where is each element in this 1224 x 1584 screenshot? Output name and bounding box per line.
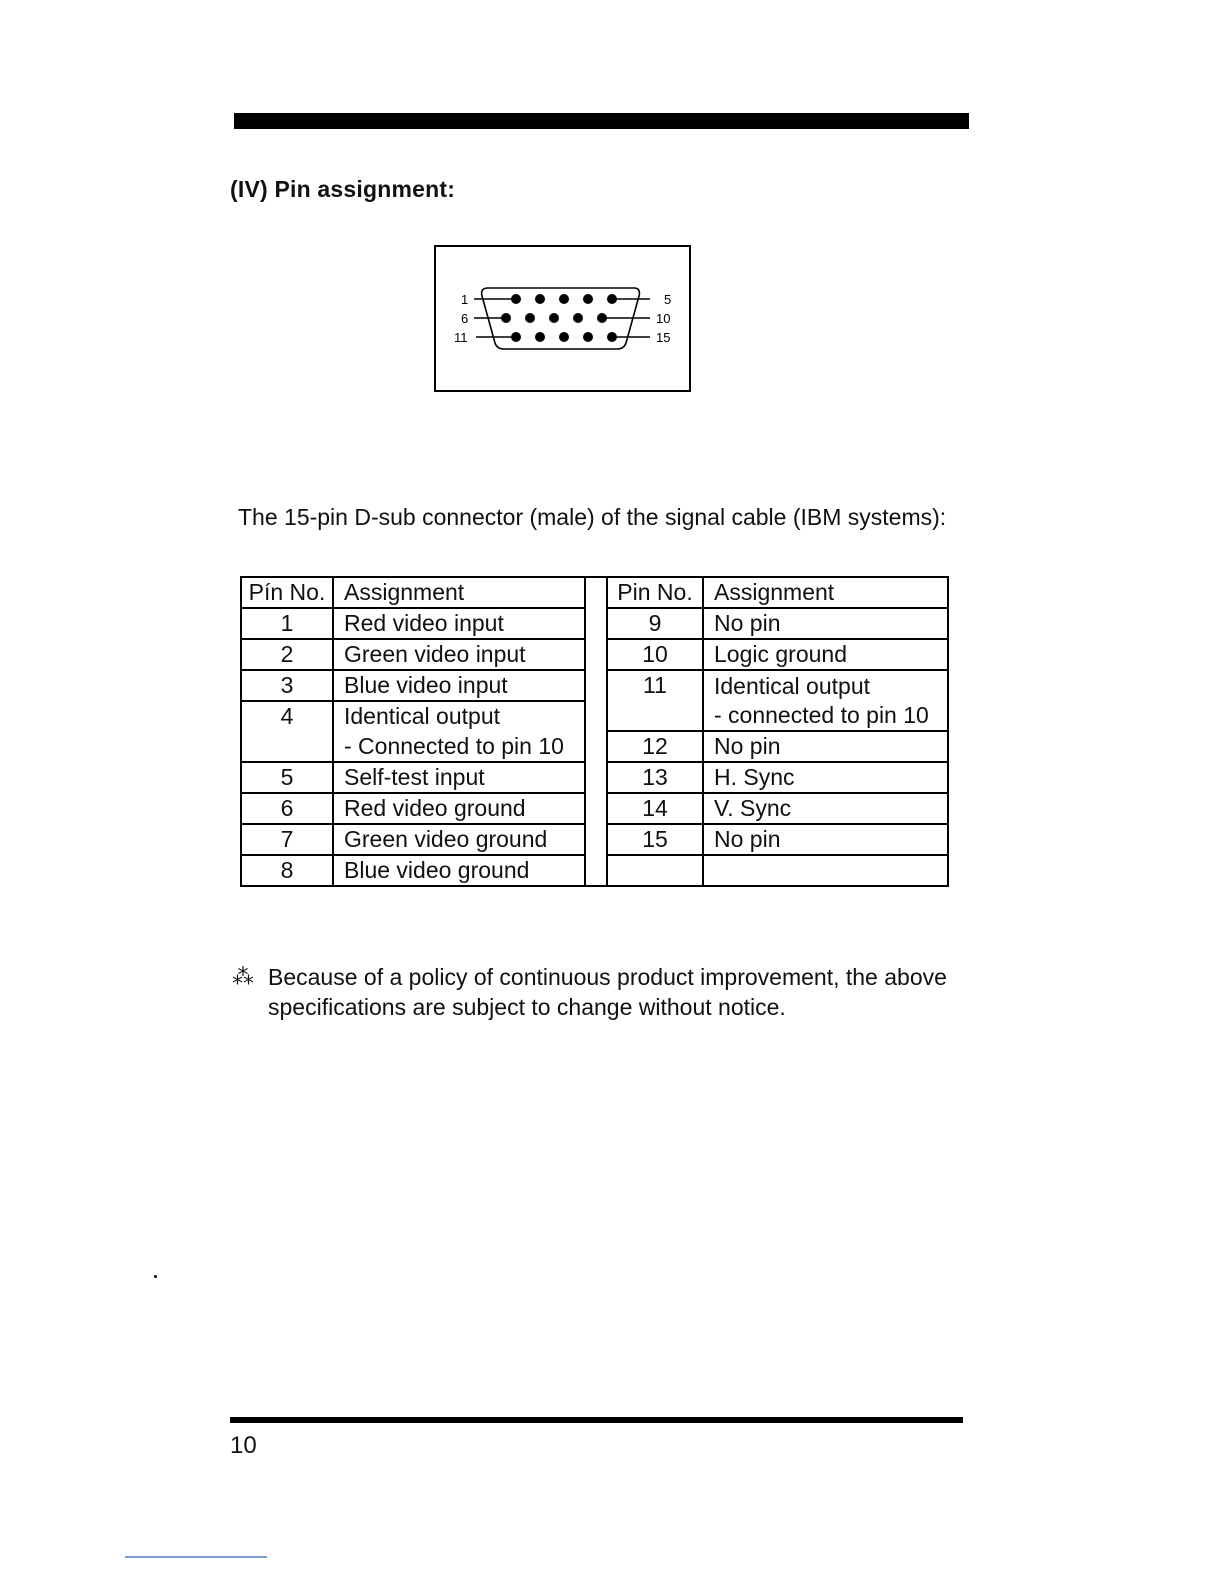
pin-number: 6 [241, 793, 333, 824]
pin-assignment: Blue video input [333, 670, 585, 701]
pin-number: 13 [607, 762, 703, 793]
header-assignment-left: Assignment [333, 577, 585, 608]
pin-assignment: V. Sync [703, 793, 948, 824]
pin-number: 11 [607, 670, 703, 731]
pin-number: 4 [241, 701, 333, 762]
pin-assignment: Red video ground [333, 793, 585, 824]
pin-assignment: Green video ground [333, 824, 585, 855]
pin-label-6: 6 [461, 311, 469, 326]
pin-assignment: H. Sync [703, 762, 948, 793]
pin-number: 2 [241, 639, 333, 670]
disclaimer-note [232, 962, 992, 1022]
pin-label-11: 11 [454, 330, 468, 345]
pin-number: 5 [241, 762, 333, 793]
empty-cell [607, 855, 703, 886]
pin-assignment: No pin [703, 824, 948, 855]
pin-number: 12 [607, 731, 703, 762]
pin-label-1: 1 [461, 292, 469, 307]
pin-number: 3 [241, 670, 333, 701]
pin-number: 14 [607, 793, 703, 824]
pin-assignment: Self-test input [333, 762, 585, 793]
pin-assignment: Logic ground [703, 639, 948, 670]
empty-cell [703, 855, 948, 886]
bottom-rule [230, 1417, 963, 1423]
pin-number: 7 [241, 824, 333, 855]
scan-underline [125, 1556, 267, 1558]
pin-assignment-table [240, 576, 949, 887]
pin-number: 9 [607, 608, 703, 639]
d-sub-connector-icon [436, 247, 689, 390]
header-assignment-right: Assignment [703, 577, 948, 608]
pin-assignment: No pin [703, 608, 948, 639]
table-gap-column [585, 577, 607, 886]
pin-label-5: 5 [664, 292, 672, 307]
pin-number: 10 [607, 639, 703, 670]
pin-assignment: Green video input [333, 639, 585, 670]
section-heading: (IV) Pin assignment: [230, 176, 456, 202]
pin-label-15: 15 [656, 330, 671, 345]
pin-number: 15 [607, 824, 703, 855]
page-number: 10 [230, 1432, 257, 1459]
pin-label-10: 10 [656, 311, 671, 326]
top-rule [234, 113, 969, 129]
pin-assignment: Blue video ground [333, 855, 585, 886]
pin-assignment: No pin [703, 731, 948, 762]
pin-number: 8 [241, 855, 333, 886]
connector-diagram [434, 245, 691, 392]
pin-assignment: Identical output [703, 670, 948, 701]
scan-speck [154, 1275, 157, 1278]
pin-assignment: Red video input [333, 608, 585, 639]
asterisk-icon: ⁂ [232, 964, 254, 989]
header-pin-left: Pín No. [241, 577, 333, 608]
pin-assignment-continued: - Connected to pin 10 [333, 731, 585, 762]
intro-text: The 15-pin D-sub connector (male) of the signal cable (IBM systems): [238, 504, 947, 530]
pin-assignment: Identical output [333, 701, 585, 731]
table-header-row [241, 577, 948, 608]
header-pin-right: Pin No. [607, 577, 703, 608]
disclaimer-text: Because of a policy of continuous product improvement, the above specifications are subject to change without notice. [268, 964, 947, 1020]
pin-assignment-continued: - connected to pin 10 [703, 701, 948, 731]
pin-number: 1 [241, 608, 333, 639]
